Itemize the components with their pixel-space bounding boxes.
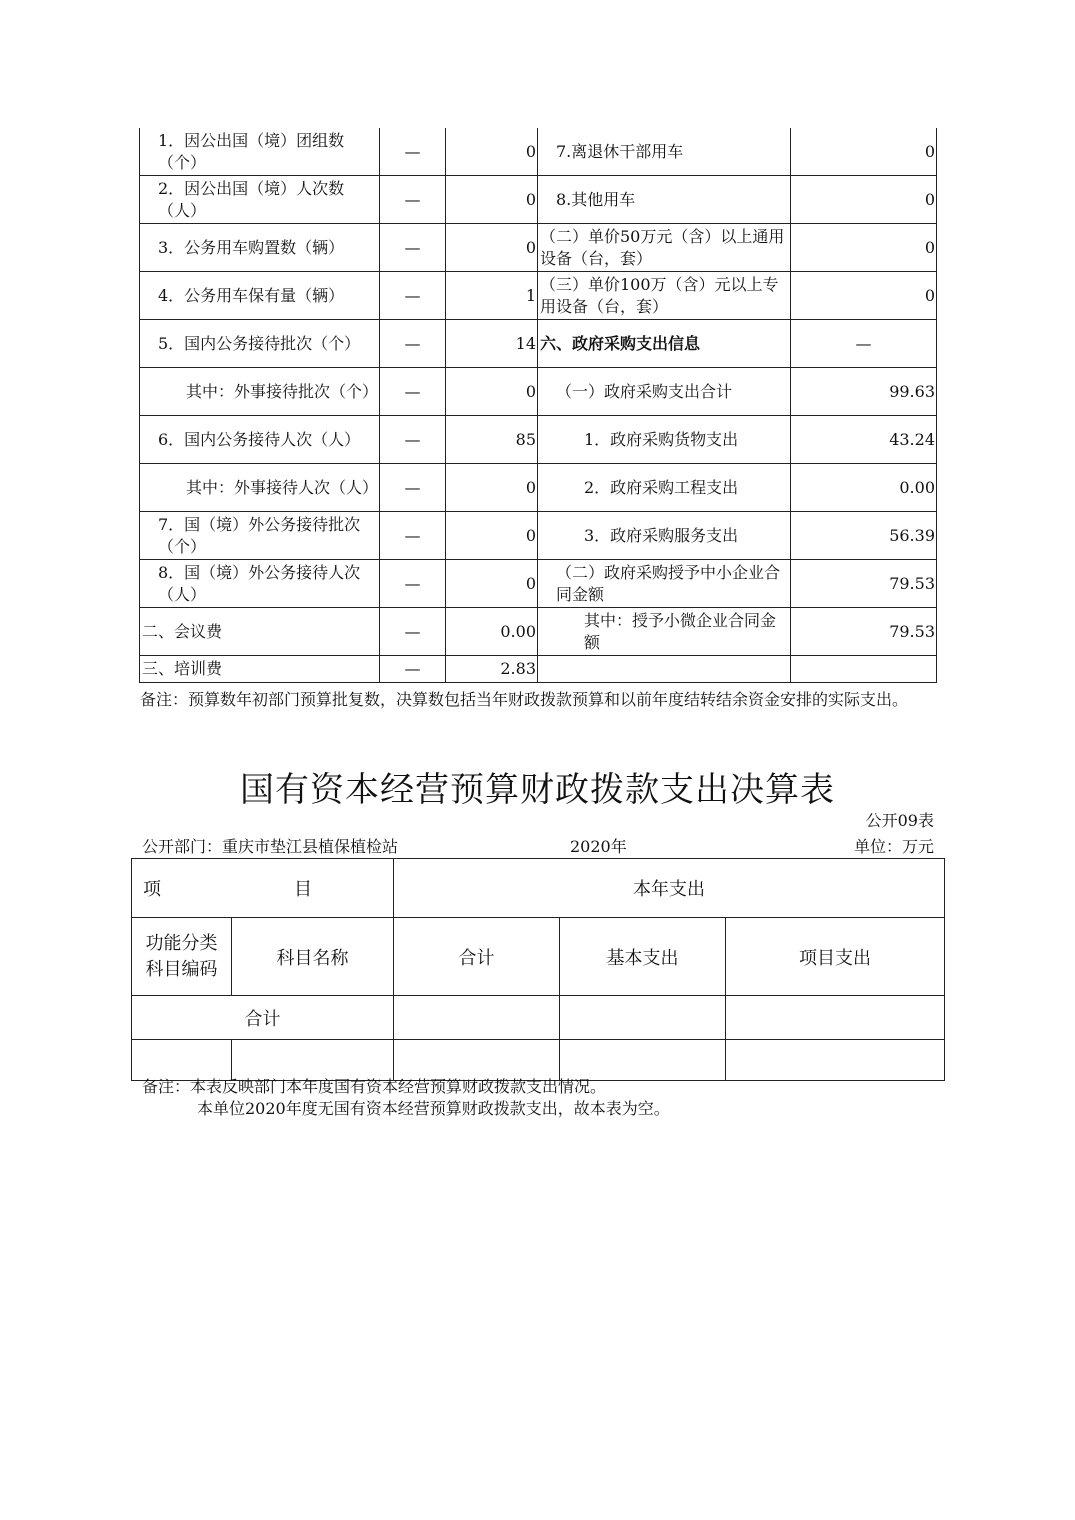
table-row bbox=[140, 656, 937, 683]
state-capital-budget-table bbox=[131, 858, 945, 1081]
col-basic: 基本支出 bbox=[560, 918, 726, 996]
row-left-label: 二、会议费 bbox=[140, 608, 380, 656]
table-row bbox=[140, 272, 937, 320]
row-left-dash: — bbox=[380, 320, 446, 368]
row-left-dash: — bbox=[380, 464, 446, 512]
row-total-label: 合计 bbox=[132, 996, 394, 1040]
row-left-dash: — bbox=[380, 656, 446, 683]
row-right-label: （二）单价50万元（含）以上通用设备（台，套） bbox=[538, 224, 791, 272]
row-right-value: — bbox=[791, 320, 937, 368]
col-project: 项目支出 bbox=[726, 918, 945, 996]
row-left-label: 其中：外事接待人次（人） bbox=[140, 464, 380, 512]
table-row bbox=[140, 128, 937, 176]
row-right-label: 其中：授予小微企业合同金额 bbox=[538, 608, 791, 656]
note-line-1: 备注：本表反映部门本年度国有资本经营预算财政拨款支出情况。 bbox=[142, 1077, 607, 1096]
header-mu: 目 bbox=[294, 879, 312, 900]
row-left-dash: — bbox=[380, 512, 446, 560]
row-total-basic bbox=[560, 996, 726, 1040]
row-left-label: 4．公务用车保有量（辆） bbox=[140, 272, 380, 320]
row-right-value: 99.63 bbox=[791, 368, 937, 416]
row-right-label: 3．政府采购服务支出 bbox=[538, 512, 791, 560]
table-row bbox=[140, 416, 937, 464]
row-left-value: 0 bbox=[446, 560, 538, 608]
row-right-label: 1．政府采购货物支出 bbox=[538, 416, 791, 464]
header-this-year: 本年支出 bbox=[394, 859, 945, 918]
row-left-label: 2．因公出国（境）人次数（人） bbox=[140, 176, 380, 224]
table-row bbox=[140, 368, 937, 416]
table-note: 备注：预算数年初部门预算批复数，决算数包括当年财政拨款预算和以前年度结转结余资金安排的实际支出。 bbox=[140, 690, 909, 709]
table-row bbox=[140, 320, 937, 368]
col-code: 功能分类科目编码 bbox=[132, 918, 232, 996]
row-left-dash: — bbox=[380, 560, 446, 608]
col-name: 科目名称 bbox=[232, 918, 394, 996]
row-right-label: 2．政府采购工程支出 bbox=[538, 464, 791, 512]
note-line-2: 本单位2020年度无国有资本经营预算财政拨款支出，故本表为空。 bbox=[197, 1099, 670, 1118]
row-left-label: 1．因公出国（境）团组数（个） bbox=[140, 128, 380, 176]
unit-label: 单位：万元 bbox=[853, 837, 934, 856]
empty-cell bbox=[394, 1040, 560, 1081]
row-left-label: 8．国（境）外公务接待人次（人） bbox=[140, 560, 380, 608]
row-right-value: 0.00 bbox=[791, 464, 937, 512]
row-left-dash: — bbox=[380, 272, 446, 320]
row-right-label: 六、政府采购支出信息 bbox=[538, 320, 791, 368]
row-right-value: 0 bbox=[791, 224, 937, 272]
header-item bbox=[132, 859, 394, 918]
header-xiang: 项 bbox=[143, 879, 161, 900]
row-left-dash: — bbox=[380, 176, 446, 224]
row-left-dash: — bbox=[380, 416, 446, 464]
row-left-value: 14 bbox=[446, 320, 538, 368]
row-left-label: 7．国（境）外公务接待批次（个） bbox=[140, 512, 380, 560]
row-left-value: 0.00 bbox=[446, 608, 538, 656]
row-left-label: 其中：外事接待批次（个） bbox=[140, 368, 380, 416]
col-total: 合计 bbox=[394, 918, 560, 996]
table-row bbox=[140, 560, 937, 608]
row-right-value: 79.53 bbox=[791, 608, 937, 656]
row-left-value: 85 bbox=[446, 416, 538, 464]
row-total-sum bbox=[394, 996, 560, 1040]
row-right-value: 79.53 bbox=[791, 560, 937, 608]
row-right-value: 0 bbox=[791, 272, 937, 320]
page-title: 国有资本经营预算财政拨款支出决算表 bbox=[240, 770, 835, 810]
table-note-2 bbox=[142, 1076, 670, 1120]
year-label: 2020年 bbox=[570, 837, 627, 856]
row-right-label: （三）单价100万（含）元以上专用设备（台，套） bbox=[538, 272, 791, 320]
table-row bbox=[140, 464, 937, 512]
row-left-value: 0 bbox=[446, 224, 538, 272]
empty-cell bbox=[132, 1040, 232, 1081]
row-left-label: 5．国内公务接待批次（个） bbox=[140, 320, 380, 368]
row-right-label: （二）政府采购授予中小企业合同金额 bbox=[538, 560, 791, 608]
row-right-value: 56.39 bbox=[791, 512, 937, 560]
row-left-label: 三、培训费 bbox=[140, 656, 380, 683]
expense-info-table bbox=[139, 128, 937, 683]
row-right-value: 43.24 bbox=[791, 416, 937, 464]
empty-cell bbox=[232, 1040, 394, 1081]
row-left-label: 3．公务用车购置数（辆） bbox=[140, 224, 380, 272]
row-left-dash: — bbox=[380, 128, 446, 176]
row-left-dash: — bbox=[380, 608, 446, 656]
row-right-label: 8.其他用车 bbox=[538, 176, 791, 224]
department-label: 公开部门：重庆市垫江县植保植检站 bbox=[142, 837, 399, 856]
row-right-label bbox=[538, 656, 791, 683]
row-left-value: 1 bbox=[446, 272, 538, 320]
empty-cell bbox=[560, 1040, 726, 1081]
row-left-value: 0 bbox=[446, 464, 538, 512]
empty-cell bbox=[726, 1040, 945, 1081]
row-right-label: （一）政府采购支出合计 bbox=[538, 368, 791, 416]
row-left-value: 0 bbox=[446, 512, 538, 560]
row-right-value: 0 bbox=[791, 176, 937, 224]
row-left-value: 0 bbox=[446, 176, 538, 224]
table-row bbox=[140, 176, 937, 224]
row-total-project bbox=[726, 996, 945, 1040]
row-left-value: 0 bbox=[446, 368, 538, 416]
row-left-value: 2.83 bbox=[446, 656, 538, 683]
table-row bbox=[140, 224, 937, 272]
table-row bbox=[140, 512, 937, 560]
table-row bbox=[140, 608, 937, 656]
row-left-dash: — bbox=[380, 368, 446, 416]
table-number: 公开09表 bbox=[865, 811, 934, 830]
row-right-value: 0 bbox=[791, 128, 937, 176]
row-right-value bbox=[791, 656, 937, 683]
row-left-label: 6．国内公务接待人次（人） bbox=[140, 416, 380, 464]
row-left-value: 0 bbox=[446, 128, 538, 176]
row-right-label: 7.离退休干部用车 bbox=[538, 128, 791, 176]
row-left-dash: — bbox=[380, 224, 446, 272]
